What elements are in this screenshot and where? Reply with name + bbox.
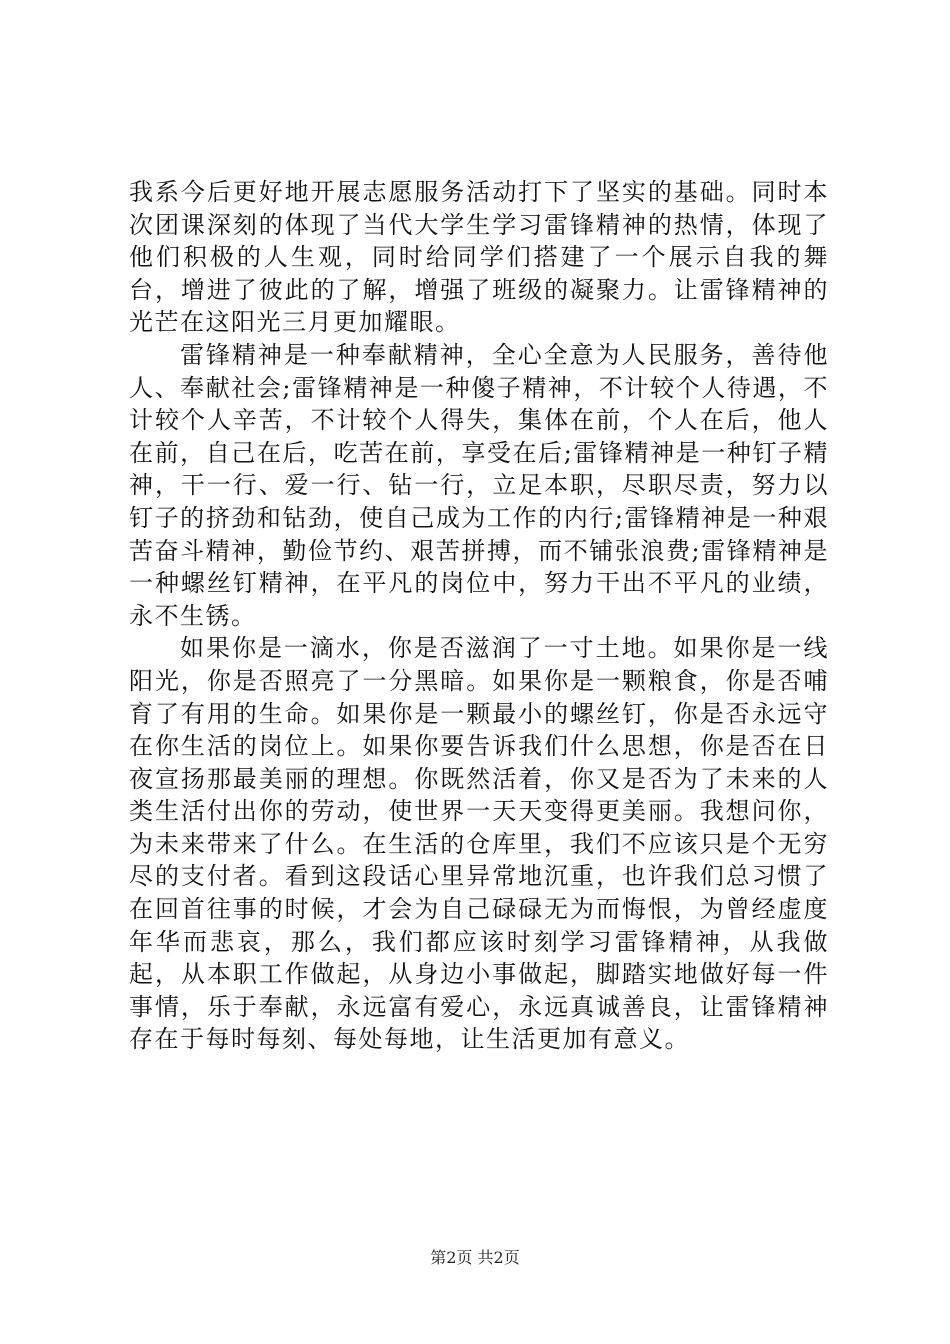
document-body [129, 176, 829, 1056]
page-number-footer: 第2页 共2页 [430, 1248, 520, 1267]
paragraph-continued: 我系今后更好地开展志愿服务活动打下了坚实的基础。同时本次团课深刻的体现了当代大学生学习雷锋精神的热情，体现了他们积极的人生观，同时给同学们搭建了一个展示自我的舞台，增进了彼此的了解，增强了班级的凝聚力。让雷锋精神的光芒在这阳光三月更加耀眼。 [129, 178, 829, 337]
paragraph-reflection: 如果你是一滴水，你是否滋润了一寸土地。如果你是一线阳光，你是否照亮了一分黑暗。如果你是一颗粮食，你是否哺育了有用的生命。如果你是一颗最小的螺丝钉，你是否永远守在你生活的岗位上。如果你要告诉我们什么思想，你是否在日夜宣扬那最美丽的理想。你既然活着，你又是否为了未来的人类生活付出你的劳动，使世界一天天变得更美丽。我想问你，为未来带来了什么。在生活的仓库里，我们不应该只是个无穷尽的支付者。看到这段话心里异常地沉重，也许我们总习惯了在回首往事的时候，才会为自己碌碌无为而悔恨，为曾经虚度年华而悲哀，那么，我们都应该时刻学习雷锋精神，从我做起，从本职工作做起，从身边小事做起，脚踏实地做好每一件事情，乐于奉献，永远富有爱心，永远真诚善良，让雷锋精神存在于每时每刻、每处每地，让生活更加有意义。 [129, 634, 829, 1054]
paragraph-lei-feng-spirit: 雷锋精神是一种奉献精神，全心全意为人民服务，善待他人、奉献社会;雷锋精神是一种傻子精神，不计较个人待遇，不计较个人辛苦，不计较个人得失，集体在前，个人在后，他人在前，自己在后，吃苦在前，享受在后;雷锋精神是一种钉子精神，干一行、爱一行、钻一行，立足本职，尽职尽责，努力以钉子的挤劲和钻劲，使自己成为工作的内行;雷锋精神是一种艰苦奋斗精神，勤俭节约、艰苦拼搏，而不铺张浪费;雷锋精神是一种螺丝钉精神，在平凡的岗位中，努力干出不平凡的业绩，永不生锈。 [129, 340, 829, 630]
